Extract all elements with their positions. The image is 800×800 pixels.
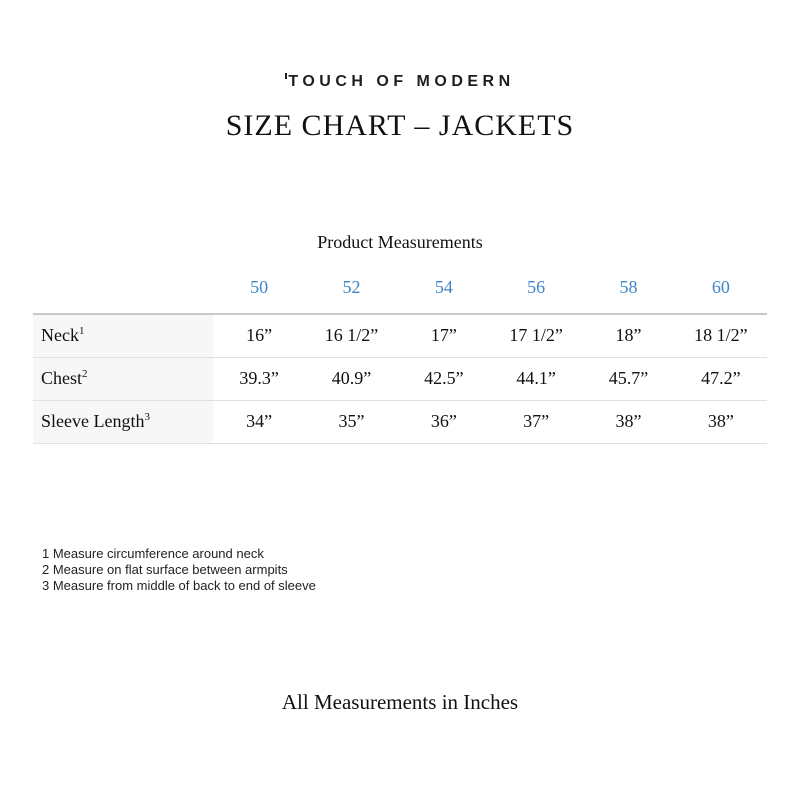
- table-row-chest: [33, 357, 767, 400]
- size-column-header: 54: [434, 276, 453, 297]
- footnote-line: 2 Measure on flat surface between armpits: [42, 561, 288, 577]
- size-value-cell: 38”: [582, 400, 674, 443]
- measurements-unit-note: All Measurements in Inches: [281, 689, 519, 714]
- row-label-chest: Chest$^2$: [33, 357, 213, 400]
- table-row-sleeve-length: [33, 400, 767, 443]
- empty-header-cell: [33, 276, 213, 314]
- size-value-cell: 47.2”: [675, 357, 767, 400]
- brand-logo: [0, 72, 800, 92]
- footnote-ref: 3: [144, 411, 150, 423]
- size-value-cell: 42.5”: [398, 357, 490, 400]
- size-value-cell: 45.7”: [582, 357, 674, 400]
- size-value-cell: 37”: [490, 400, 582, 443]
- size-column-header: 58: [619, 276, 638, 297]
- table-caption: Product Measurements: [317, 232, 483, 252]
- size-value-cell: 16”: [213, 314, 305, 357]
- table-row-neck: [33, 314, 767, 357]
- size-header-row: [33, 276, 767, 314]
- footnotes: [42, 546, 800, 594]
- size-value-cell: 44.1”: [490, 357, 582, 400]
- size-column-header: 56: [527, 276, 546, 297]
- size-chart-header: [33, 276, 767, 314]
- size-value-cell: 17 1/2”: [490, 314, 582, 357]
- size-column-header: 60: [711, 276, 730, 297]
- size-value-cell: 39.3”: [213, 357, 305, 400]
- size-value-cell: 35”: [305, 400, 397, 443]
- size-value-cell: 18”: [582, 314, 674, 357]
- row-label-sleeve-length: Sleeve Length$^3$: [33, 400, 213, 443]
- size-value-cell: 40.9”: [305, 357, 397, 400]
- size-column-header: 50: [250, 276, 269, 297]
- footnote-line: 1 Measure circumference around neck: [42, 545, 264, 561]
- size-column-header: 52: [342, 276, 361, 297]
- size-value-cell: 16 1/2”: [305, 314, 397, 357]
- footnote-ref: 1: [78, 325, 85, 338]
- footnote-line: 3 Measure from middle of back to end of sleeve: [42, 577, 316, 593]
- row-label-neck: Neck$^1$: [33, 314, 213, 357]
- size-value-cell: 36”: [398, 400, 490, 443]
- size-value-cell: 18 1/2”: [675, 314, 767, 357]
- size-value-cell: 17”: [398, 314, 490, 357]
- size-value-cell: 34”: [213, 400, 305, 443]
- size-chart-table: [33, 276, 767, 444]
- footnote-ref: 2: [82, 368, 88, 380]
- size-value-cell: 38”: [675, 400, 767, 443]
- brand-logo-text: TOUCH OF MODERN: [288, 73, 515, 90]
- page-title: SIZE CHART – JACKETS: [225, 109, 575, 142]
